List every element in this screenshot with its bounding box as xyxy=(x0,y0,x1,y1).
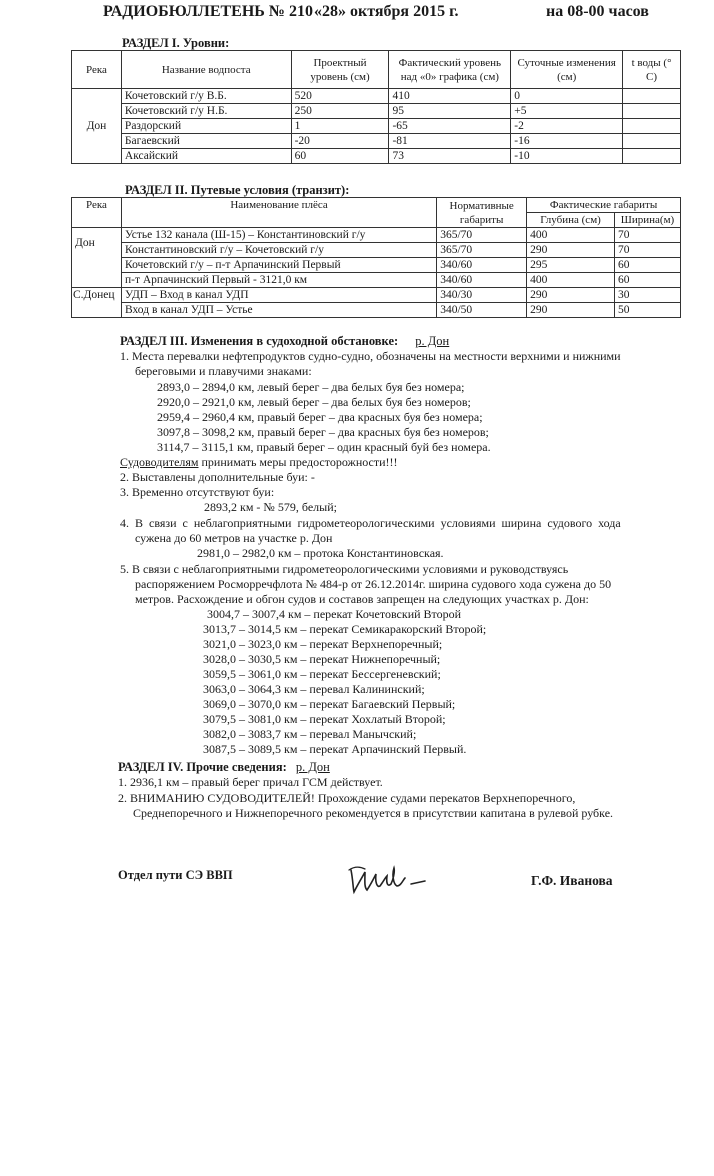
list-item: 2959,4 – 2960,4 км, правый берег – два красных буя без номера; xyxy=(157,410,483,424)
s4-item2-line1: 2. ВНИМАНИЮ СУДОВОДИТЕЛЕЙ! Прохождение судами перекатов Верхнепоречного, xyxy=(118,791,576,805)
list-item: 3069,0 – 3070,0 км – перекат Багаевский Первый; xyxy=(203,697,456,711)
table-row xyxy=(72,89,681,104)
table-row xyxy=(72,134,681,149)
actual-level: 410 xyxy=(389,89,511,104)
s3-p5-line1: 5. В связи с неблагоприятными гидрометеорологическими условиями и руководствуясь xyxy=(120,562,569,576)
daily-change: +5 xyxy=(511,104,623,119)
water-temp xyxy=(623,89,681,104)
col-reach-name: Наименование плёса xyxy=(121,198,436,228)
table-row xyxy=(72,258,681,273)
list-item: 3082,0 – 3083,7 км – перевал Манычский; xyxy=(203,727,417,741)
table-row xyxy=(72,149,681,164)
warning-underlined: Судоводителям xyxy=(120,455,199,469)
bulletin-title: РАДИОБЮЛЛЕТЕНЬ № 210 xyxy=(103,3,313,20)
normative-dims: 340/60 xyxy=(437,258,527,273)
department-label: Отдел пути СЭ ВВП xyxy=(118,868,233,882)
s3-p1-line2: береговыми и плавучими знаками: xyxy=(135,364,312,378)
col-daily-change: Суточные изменения (см) xyxy=(511,51,623,89)
depth: 290 xyxy=(527,288,615,303)
s4-item1: 1. 2936,1 км – правый берег причал ГСМ действует. xyxy=(118,775,383,789)
daily-change: -16 xyxy=(511,134,623,149)
section3-title-text: РАЗДЕЛ III. Изменения в судоходной обстановке: xyxy=(120,334,399,348)
river-cell: Дон xyxy=(72,89,122,164)
width: 70 xyxy=(614,228,680,243)
project-level: 250 xyxy=(291,104,389,119)
col-normative: Нормативные габариты xyxy=(437,198,527,228)
col-river: Река xyxy=(72,198,122,228)
reach-name: УДП – Вход в канал УДП xyxy=(121,288,436,303)
s4-item2-line2: Среднепоречного и Нижнепоречного рекомендуется в присутствии капитана в рулевой рубке. xyxy=(133,806,614,820)
water-temp xyxy=(623,104,681,119)
s3-p5-line2: распоряжением Росморречфлота № 484-р от 26.12.2014г. ширина судового хода сужена до 50 xyxy=(135,577,612,591)
table-row xyxy=(72,119,681,134)
s3-p5-line3: метров. Расхождение и обгон судов и составов запрещен на следующих участках р. Дон: xyxy=(135,592,589,606)
actual-level: -81 xyxy=(389,134,511,149)
section1-title: РАЗДЕЛ I. Уровни: xyxy=(122,36,230,50)
col-water-temp: t воды (° C) xyxy=(623,51,681,89)
list-item: 3097,8 – 3098,2 км, правый берег – два красных буя без номеров; xyxy=(157,425,489,439)
water-temp xyxy=(623,119,681,134)
list-item: 2893,0 – 2894,0 км, левый берег – два белых буя без номера; xyxy=(157,380,465,394)
col-river: Река xyxy=(72,51,122,89)
daily-change: -10 xyxy=(511,149,623,164)
bulletin-date: «28» октября 2015 г. xyxy=(314,3,459,20)
col-width: Ширина(м) xyxy=(614,213,680,228)
table-row xyxy=(72,104,681,119)
col-actual-level: Фактический уровень над «0» графика (см) xyxy=(389,51,511,89)
project-level: 60 xyxy=(291,149,389,164)
table-row xyxy=(72,303,681,318)
width: 50 xyxy=(614,303,680,318)
list-item: 3028,0 – 3030,5 км – перекат Нижнепоречный; xyxy=(203,652,441,666)
reach-name: п-т Арпачинский Первый - 3121,0 км xyxy=(121,273,436,288)
list-item: 3114,7 – 3115,1 км, правый берег – один красный буй без номера. xyxy=(157,440,491,454)
section3-title xyxy=(120,334,449,349)
list-item: 2920,0 – 2921,0 км, левый берег – два белых буя без номеров; xyxy=(157,395,471,409)
section4-title xyxy=(118,760,330,775)
post-name: Аксайский xyxy=(121,149,291,164)
normative-dims: 365/70 xyxy=(437,228,527,243)
signer-name: Г.Ф. Иванова xyxy=(531,873,613,888)
warning-rest: принимать меры предосторожности!!! xyxy=(198,455,398,469)
list-item: 3004,7 – 3007,4 км – перекат Кочетовский Второй xyxy=(207,607,462,621)
list-item: 2981,0 – 2982,0 км – протока Константиновская. xyxy=(197,546,444,560)
river-cell: С.Донец xyxy=(72,288,122,318)
table-row xyxy=(72,273,681,288)
project-level: -20 xyxy=(291,134,389,149)
section4-title-text: РАЗДЕЛ IV. Прочие сведения: xyxy=(118,760,287,774)
depth: 295 xyxy=(527,258,615,273)
post-name: Раздорский xyxy=(121,119,291,134)
width: 70 xyxy=(614,243,680,258)
s3-p4-line1: 4. В связи с неблагоприятными гидрометеорологическими условиями ширина судового хода xyxy=(120,516,621,530)
river-cell: Дон xyxy=(72,228,122,288)
project-level: 1 xyxy=(291,119,389,134)
list-item: 2893,2 км - № 579, белый; xyxy=(204,500,337,514)
water-temp xyxy=(623,134,681,149)
normative-dims: 365/70 xyxy=(437,243,527,258)
transit-table xyxy=(71,197,681,318)
depth: 400 xyxy=(527,273,615,288)
normative-dims: 340/30 xyxy=(437,288,527,303)
reach-name: Кочетовский г/у – п-т Арпачинский Первый xyxy=(121,258,436,273)
s3-p2: 2. Выставлены дополнительные буи: - xyxy=(120,470,315,484)
list-item: 3087,5 – 3089,5 км – перекат Арпачинский Первый. xyxy=(203,742,467,756)
reach-name: Константиновский г/у – Кочетовский г/у xyxy=(121,243,436,258)
actual-level: -65 xyxy=(389,119,511,134)
width: 60 xyxy=(614,258,680,273)
depth: 400 xyxy=(527,228,615,243)
s3-p1-line1: 1. Места перевалки нефтепродуктов судно-судно, обозначены на местности верхними и нижними xyxy=(120,349,621,363)
reach-name: Устье 132 канала (Ш-15) – Константиновский г/у xyxy=(121,228,436,243)
actual-level: 73 xyxy=(389,149,511,164)
project-level: 520 xyxy=(291,89,389,104)
s3-p3: 3. Временно отсутствуют буи: xyxy=(120,485,275,499)
handwritten-signature xyxy=(345,860,440,900)
list-item: 3059,5 – 3061,0 км – перекат Бессергеневский; xyxy=(203,667,441,681)
col-project-level: Проектный уровень (см) xyxy=(291,51,389,89)
post-name: Кочетовский г/у Н.Б. xyxy=(121,104,291,119)
post-name: Багаевский xyxy=(121,134,291,149)
daily-change: -2 xyxy=(511,119,623,134)
table-row xyxy=(72,228,681,243)
section3-river: р. Дон xyxy=(415,334,450,348)
col-actual-dims: Фактические габариты xyxy=(527,198,681,213)
section2-title: РАЗДЕЛ II. Путевые условия (транзит): xyxy=(125,183,350,197)
water-temp xyxy=(623,149,681,164)
list-item: 3013,7 – 3014,5 км – перекат Семикаракорский Второй; xyxy=(203,622,487,636)
width: 60 xyxy=(614,273,680,288)
normative-dims: 340/60 xyxy=(437,273,527,288)
list-item: 3079,5 – 3081,0 км – перекат Хохлатый Второй; xyxy=(203,712,446,726)
post-name: Кочетовский г/у В.Б. xyxy=(121,89,291,104)
levels-table xyxy=(71,50,681,164)
s3-p4-line2: сужена до 60 метров на участке р. Дон xyxy=(135,531,333,545)
section4-river: р. Дон xyxy=(295,760,330,774)
daily-change: 0 xyxy=(511,89,623,104)
depth: 290 xyxy=(527,303,615,318)
table-row xyxy=(72,243,681,258)
list-item: 3021,0 – 3023,0 км – перекат Верхнепоречный; xyxy=(203,637,443,651)
bulletin-time: на 08-00 часов xyxy=(546,3,649,20)
col-depth: Глубина (см) xyxy=(527,213,615,228)
table-row xyxy=(72,288,681,303)
width: 30 xyxy=(614,288,680,303)
bulletin-header xyxy=(0,3,714,25)
col-post-name: Название водпоста xyxy=(121,51,291,89)
actual-level: 95 xyxy=(389,104,511,119)
normative-dims: 340/50 xyxy=(437,303,527,318)
reach-name: Вход в канал УДП – Устье xyxy=(121,303,436,318)
depth: 290 xyxy=(527,243,615,258)
list-item: 3063,0 – 3064,3 км – перевал Калининский; xyxy=(203,682,425,696)
s3-warning xyxy=(120,455,398,470)
